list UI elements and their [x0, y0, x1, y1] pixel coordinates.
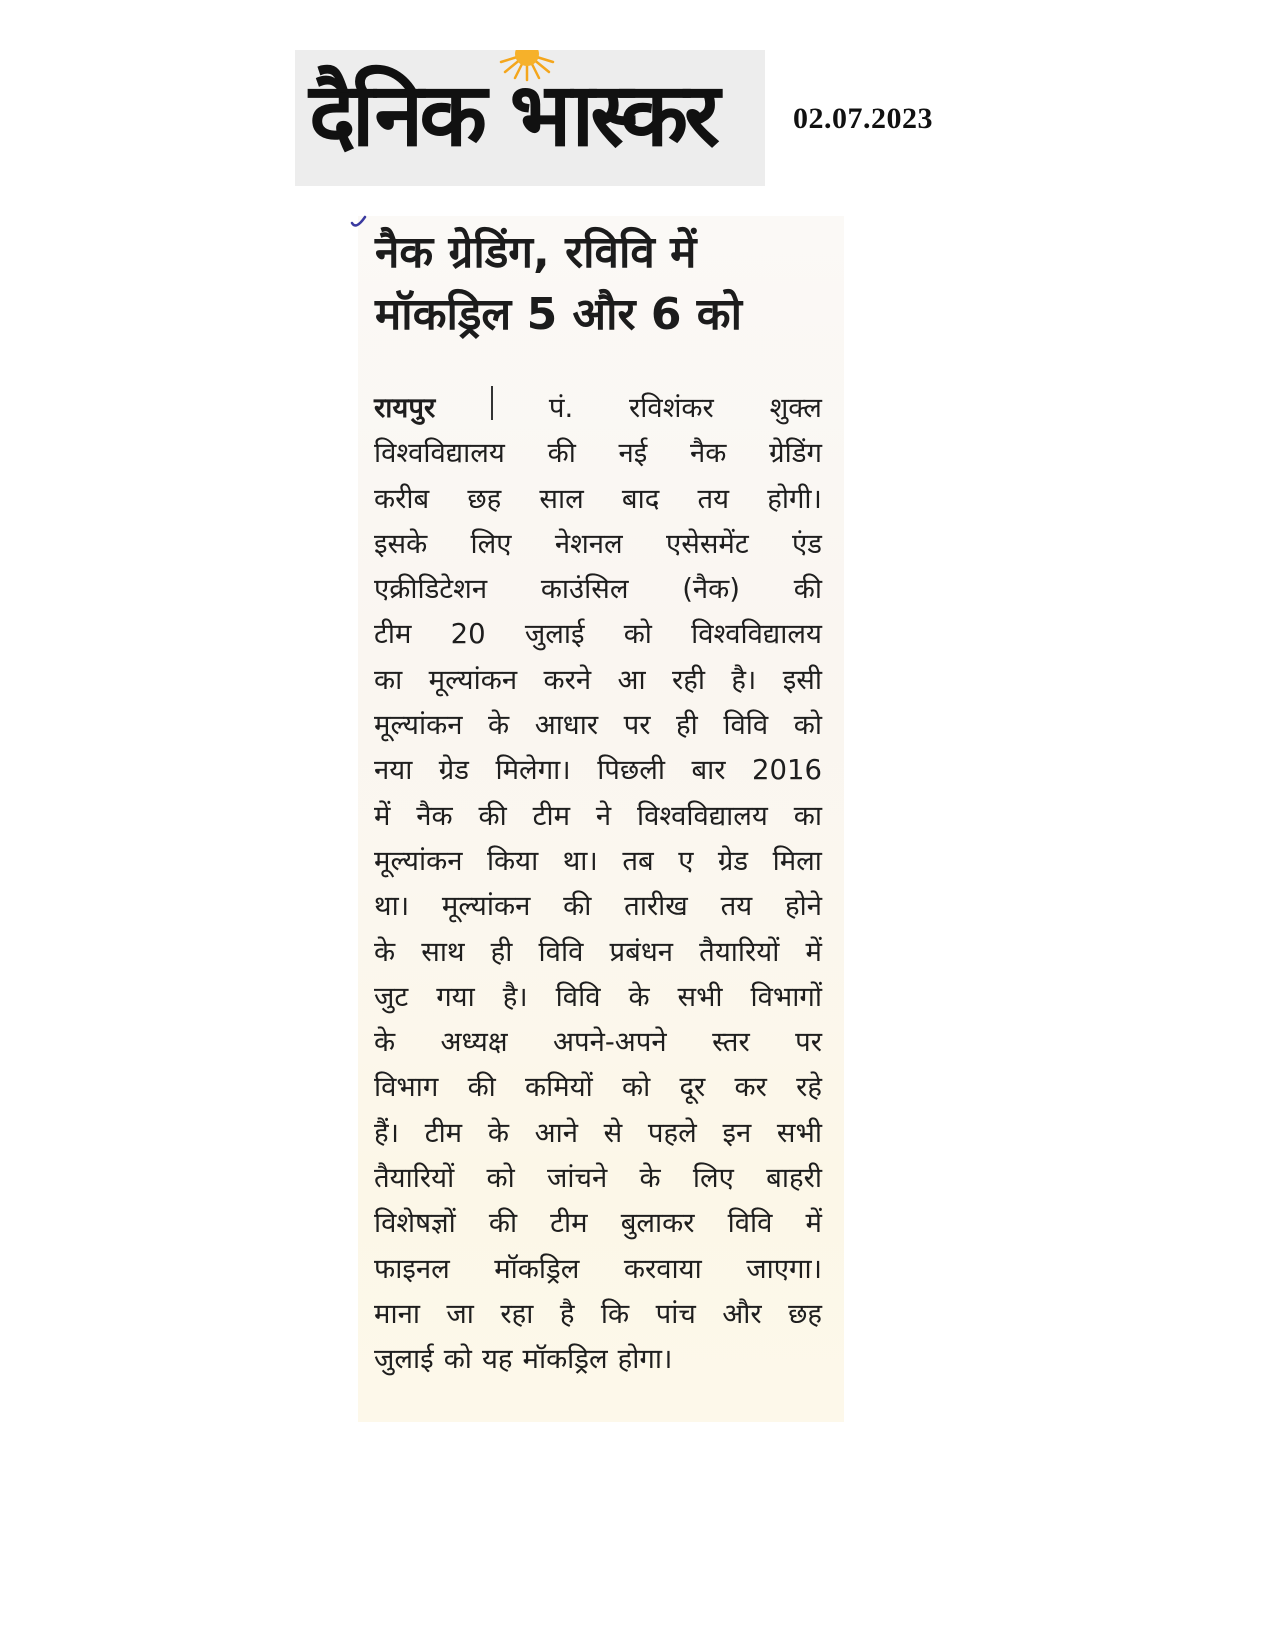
- body-line: [374, 748, 822, 793]
- body-line: [374, 567, 822, 612]
- word: साथ: [421, 935, 465, 968]
- word: छह: [467, 482, 502, 515]
- word: काउंसिल: [540, 573, 629, 606]
- word: इसी: [782, 663, 822, 696]
- word: से: [603, 1116, 623, 1149]
- word: में: [374, 799, 391, 832]
- word: के: [487, 1116, 509, 1149]
- word: में: [805, 1207, 822, 1240]
- word: नेशनल: [554, 527, 623, 560]
- word: करवाया: [623, 1252, 702, 1285]
- dateline: रायपुर: [374, 392, 436, 424]
- article-headline: [375, 222, 835, 346]
- word: लिए: [692, 1162, 734, 1195]
- word: के: [628, 980, 650, 1013]
- word: में: [805, 935, 822, 968]
- word: अध्यक्ष: [440, 1026, 508, 1059]
- word: ग्रेड: [438, 754, 470, 787]
- word: है।: [731, 663, 757, 696]
- word: ही: [490, 935, 513, 968]
- word: का: [374, 663, 403, 696]
- word: है: [559, 1297, 575, 1330]
- pen-tick-icon: [350, 214, 368, 232]
- word: विश्वविद्यालय: [691, 618, 822, 651]
- newspaper-masthead: [295, 50, 765, 186]
- word: एंड: [792, 527, 822, 560]
- word: की: [478, 799, 507, 832]
- word: को: [443, 1343, 472, 1376]
- body-line: [374, 1111, 822, 1156]
- word: आधार: [534, 709, 599, 742]
- word: का: [793, 799, 822, 832]
- word: तय: [720, 890, 753, 923]
- body-line: [374, 884, 822, 929]
- word: बाद: [621, 482, 660, 515]
- word: नई: [618, 437, 648, 470]
- dateline-separator: [491, 386, 493, 420]
- word: को: [793, 709, 822, 742]
- word: तैयारियों: [374, 1162, 455, 1195]
- body-line: [374, 1247, 822, 1292]
- word: और: [722, 1297, 762, 1330]
- word: पर: [623, 709, 651, 742]
- word: रविशंकर: [629, 392, 714, 424]
- word: है।: [502, 980, 528, 1013]
- word: ही: [676, 709, 698, 742]
- word: जुलाई: [524, 618, 585, 651]
- word: नैक: [690, 437, 727, 470]
- word: के: [374, 935, 396, 968]
- word: टीम: [550, 1207, 588, 1240]
- word: स्तर: [712, 1026, 750, 1059]
- body-line: [374, 839, 822, 884]
- word: करने: [543, 663, 592, 696]
- word: इसके: [374, 527, 428, 560]
- body-line: [374, 703, 822, 748]
- edition-date: 02.07.2023: [793, 102, 933, 135]
- body-line: [374, 1156, 822, 1201]
- word: मूल्यांकन: [374, 844, 463, 877]
- word: विवि: [555, 980, 601, 1013]
- word: मूल्यांकन: [374, 709, 463, 742]
- word: विश्वविद्यालय: [637, 799, 768, 832]
- word: पांच: [655, 1297, 696, 1330]
- word: लिए: [470, 527, 512, 560]
- word: हैं।: [374, 1116, 400, 1149]
- word: ने: [595, 799, 612, 832]
- body-line: [374, 522, 822, 567]
- body-line: [374, 930, 822, 975]
- word: कि: [600, 1297, 630, 1330]
- word: दूर: [679, 1071, 706, 1104]
- body-line: [374, 1292, 822, 1337]
- word: सभी: [677, 980, 723, 1013]
- word: छह: [788, 1297, 822, 1330]
- word: शुक्ल: [769, 392, 822, 424]
- body-line: [374, 386, 822, 431]
- word: की: [488, 1207, 518, 1240]
- word: बुलाकर: [620, 1207, 695, 1240]
- body-line: [374, 658, 822, 703]
- word: (नैक): [682, 573, 741, 606]
- body-line: [374, 794, 822, 839]
- word: होगा।: [617, 1343, 673, 1376]
- word: की: [793, 573, 822, 606]
- word: पिछली: [597, 754, 665, 787]
- word: एक्रीडिटेशन: [374, 573, 488, 606]
- word: टीम: [532, 799, 571, 832]
- body-line: [374, 1065, 822, 1110]
- word: इन: [722, 1116, 752, 1149]
- word: तैयारियों: [699, 935, 780, 968]
- word: विवि: [723, 709, 769, 742]
- word: ग्रेडिंग: [769, 437, 822, 470]
- word: किया: [486, 844, 539, 877]
- word: नैक: [416, 799, 453, 832]
- word: तय: [697, 482, 730, 515]
- word: मूल्यांकन: [441, 890, 531, 923]
- word: पर: [795, 1026, 822, 1059]
- word: आ: [617, 663, 646, 696]
- word: मॉकड्रिल: [522, 1343, 608, 1376]
- word: था।: [374, 890, 410, 923]
- word: पं.: [548, 392, 574, 424]
- word: जांचने: [546, 1162, 608, 1195]
- word: यह: [481, 1343, 513, 1376]
- word: नया: [374, 754, 413, 787]
- word: की: [467, 1071, 496, 1104]
- word: विश्वविद्यालय: [374, 437, 505, 470]
- body-line: [374, 1337, 822, 1382]
- word: गया: [436, 980, 475, 1013]
- word: जाएगा।: [746, 1252, 822, 1285]
- word: 2016: [751, 754, 822, 787]
- word: साल: [539, 482, 584, 515]
- word: मिलेगा।: [495, 754, 571, 787]
- body-line: [374, 431, 822, 476]
- word: तब: [622, 844, 654, 877]
- word: मूल्यांकन: [428, 663, 518, 696]
- word: फाइनल: [374, 1252, 450, 1285]
- word: था।: [562, 844, 598, 877]
- word: जा: [446, 1297, 474, 1330]
- word: होगी।: [767, 482, 822, 515]
- word: ए: [678, 844, 694, 877]
- word: रही: [671, 663, 705, 696]
- body-line: [374, 975, 822, 1020]
- word: ग्रेड: [717, 844, 749, 877]
- headline-line: मॉकड्रिल 5 और 6 को: [375, 289, 742, 340]
- word: जुट: [374, 980, 409, 1013]
- word: विवि: [727, 1207, 773, 1240]
- word: विवि: [538, 935, 584, 968]
- word: को: [621, 1071, 651, 1104]
- headline-line: नैक ग्रेडिंग, रविवि में: [375, 227, 697, 278]
- word: टीम: [374, 618, 412, 651]
- word: तारीख: [624, 890, 688, 923]
- body-line: [374, 1020, 822, 1065]
- word: सभी: [776, 1116, 822, 1149]
- word: के: [639, 1162, 661, 1195]
- word: एसेसमेंट: [666, 527, 749, 560]
- word: मॉकड्रिल: [494, 1252, 580, 1285]
- word: के: [488, 709, 510, 742]
- word: होने: [784, 890, 822, 923]
- body-line: [374, 477, 822, 522]
- word: जुलाई: [374, 1343, 434, 1376]
- word: विभागों: [750, 980, 822, 1013]
- body-line: [374, 612, 822, 657]
- word: बार: [691, 754, 726, 787]
- newspaper-logo: दैनिक भास्कर: [309, 63, 717, 166]
- word: कर: [734, 1071, 767, 1104]
- word: करीब: [374, 482, 430, 515]
- word: बाहरी: [766, 1162, 822, 1195]
- word: विशेषज्ञों: [374, 1207, 456, 1240]
- word: रहे: [796, 1071, 822, 1104]
- word: के: [374, 1026, 396, 1059]
- word: माना: [374, 1297, 420, 1330]
- article-body: [374, 386, 822, 1383]
- word: 20: [450, 618, 486, 651]
- word: अपने-अपने: [552, 1026, 667, 1059]
- word: रहा: [500, 1297, 534, 1330]
- word: प्रबंधन: [609, 935, 674, 968]
- word: आने: [534, 1116, 578, 1149]
- word: कमियों: [525, 1071, 593, 1104]
- word: पहले: [647, 1116, 697, 1149]
- word: विभाग: [374, 1071, 439, 1104]
- word: को: [623, 618, 652, 651]
- word: की: [563, 890, 592, 923]
- word: की: [547, 437, 576, 470]
- word: मिला: [772, 844, 822, 877]
- word: को: [486, 1162, 515, 1195]
- body-line: [374, 1201, 822, 1246]
- word: टीम: [424, 1116, 463, 1149]
